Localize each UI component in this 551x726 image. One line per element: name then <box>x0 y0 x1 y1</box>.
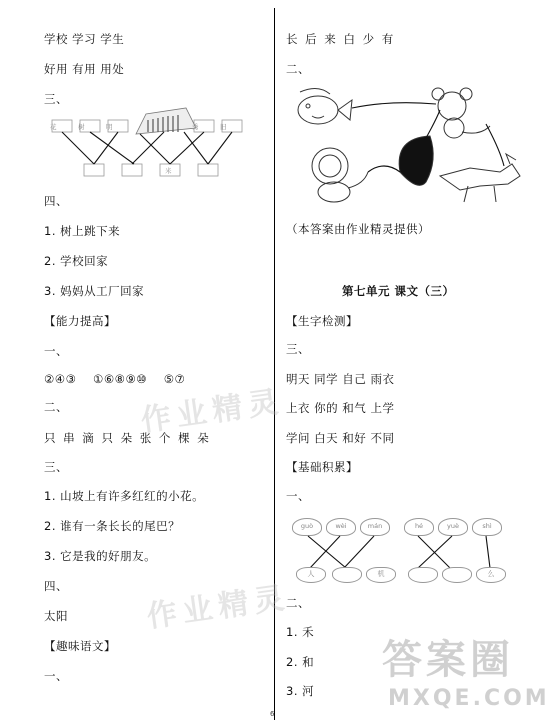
answer-line: 1. 山坡上有许多红红的小花。 <box>44 489 205 503</box>
squirrel-tail-drawing <box>399 136 433 185</box>
section-heading: 一、 <box>44 344 68 358</box>
answer-line: 1. 禾 <box>286 625 315 639</box>
char-cloud: 人 <box>296 567 326 583</box>
match-top-char: 明 <box>106 123 113 131</box>
watermark: 作业精灵 <box>144 580 293 635</box>
char-cloud <box>408 567 438 583</box>
section-heading: 一、 <box>286 489 310 503</box>
answer-line: 2. 和 <box>286 655 315 669</box>
answer-line: 3. 它是我的好朋友。 <box>44 549 157 563</box>
page-number: 6 <box>270 710 275 718</box>
section-heading: 三、 <box>44 92 68 106</box>
logo-text: 答案圈 <box>382 637 514 683</box>
answer-line: 2. 谁有一条长长的尾巴？ <box>44 519 181 533</box>
section-title: 【基础积累】 <box>286 460 358 474</box>
char-cloud <box>442 567 472 583</box>
section-heading: 二、 <box>286 596 310 610</box>
match-box <box>122 164 142 176</box>
pinyin-match-lines <box>290 534 510 570</box>
answer-line: 太阳 <box>44 609 68 623</box>
unit-title: 第七单元 课文（三） <box>342 284 455 298</box>
credit-note: （本答案由作业精灵提供） <box>286 222 430 236</box>
char-cloud <box>332 567 362 583</box>
pinyin-cloud: shì <box>472 518 502 536</box>
answer-line: 1. 树上跳下来 <box>44 224 121 238</box>
char-cloud: 机 <box>366 567 396 583</box>
mouse-drawing <box>432 88 490 138</box>
fox-drawing <box>440 154 520 202</box>
char-cloud: 么 <box>476 567 506 583</box>
answer-line: 2. 学校回家 <box>44 254 109 268</box>
pinyin-cloud: wèi <box>326 518 356 536</box>
match-bottom-char: 米 <box>165 167 172 175</box>
answer-line: 学校 学习 学生 <box>44 32 125 46</box>
match-top-char: 树 <box>78 123 85 131</box>
section-heading: 二、 <box>44 400 68 414</box>
answer-line: 明天 同学 自己 雨衣 <box>286 372 395 386</box>
section-heading: 二、 <box>286 62 310 76</box>
answer-line: 3. 妈妈从工厂回家 <box>44 284 145 298</box>
section-heading: 四、 <box>44 194 68 208</box>
answer-line: 3. 河 <box>286 684 315 698</box>
match-top-char: 秀 <box>192 123 199 131</box>
pinyin-cloud: yuè <box>438 518 468 536</box>
match-box <box>84 164 104 176</box>
watermark: 作业精灵 <box>138 384 287 439</box>
answer-line: 只 串 滴 只 朵 张 个 棵 朵 <box>44 431 211 445</box>
section-heading: 一、 <box>44 669 68 683</box>
match-top-char: 花 <box>50 123 57 131</box>
section-heading: 三、 <box>44 460 68 474</box>
pinyin-cloud: guò <box>292 518 322 536</box>
match-top-char: 旧 <box>220 123 227 131</box>
section-heading: 三、 <box>286 342 310 356</box>
section-heading: 四、 <box>44 579 68 593</box>
pinyin-cloud: mán <box>360 518 390 536</box>
fish-drawing <box>298 88 352 124</box>
answer-line: 好用 有用 用处 <box>44 62 125 76</box>
piano-stamp-graphic <box>136 108 196 134</box>
matching-exercise-left <box>44 104 269 180</box>
answer-line: ②④③ ①⑥⑧⑨⑩ ⑤⑦ <box>44 372 186 386</box>
answer-line: 长 后 来 白 少 有 <box>286 32 396 46</box>
answer-line: 学问 白天 和好 不同 <box>286 431 395 445</box>
pinyin-cloud: hé <box>404 518 434 536</box>
match-box <box>198 164 218 176</box>
lion-drawing <box>312 148 368 202</box>
section-title: 【生字检测】 <box>286 314 358 328</box>
section-title: 【趣味语文】 <box>44 639 116 653</box>
animal-matching-illustration <box>290 80 530 210</box>
site-logo-stamp <box>382 636 550 718</box>
logo-url: MXQE.COM <box>388 686 550 711</box>
answer-line: 上衣 你的 和气 上学 <box>286 401 395 415</box>
section-title: 【能力提高】 <box>44 314 116 328</box>
